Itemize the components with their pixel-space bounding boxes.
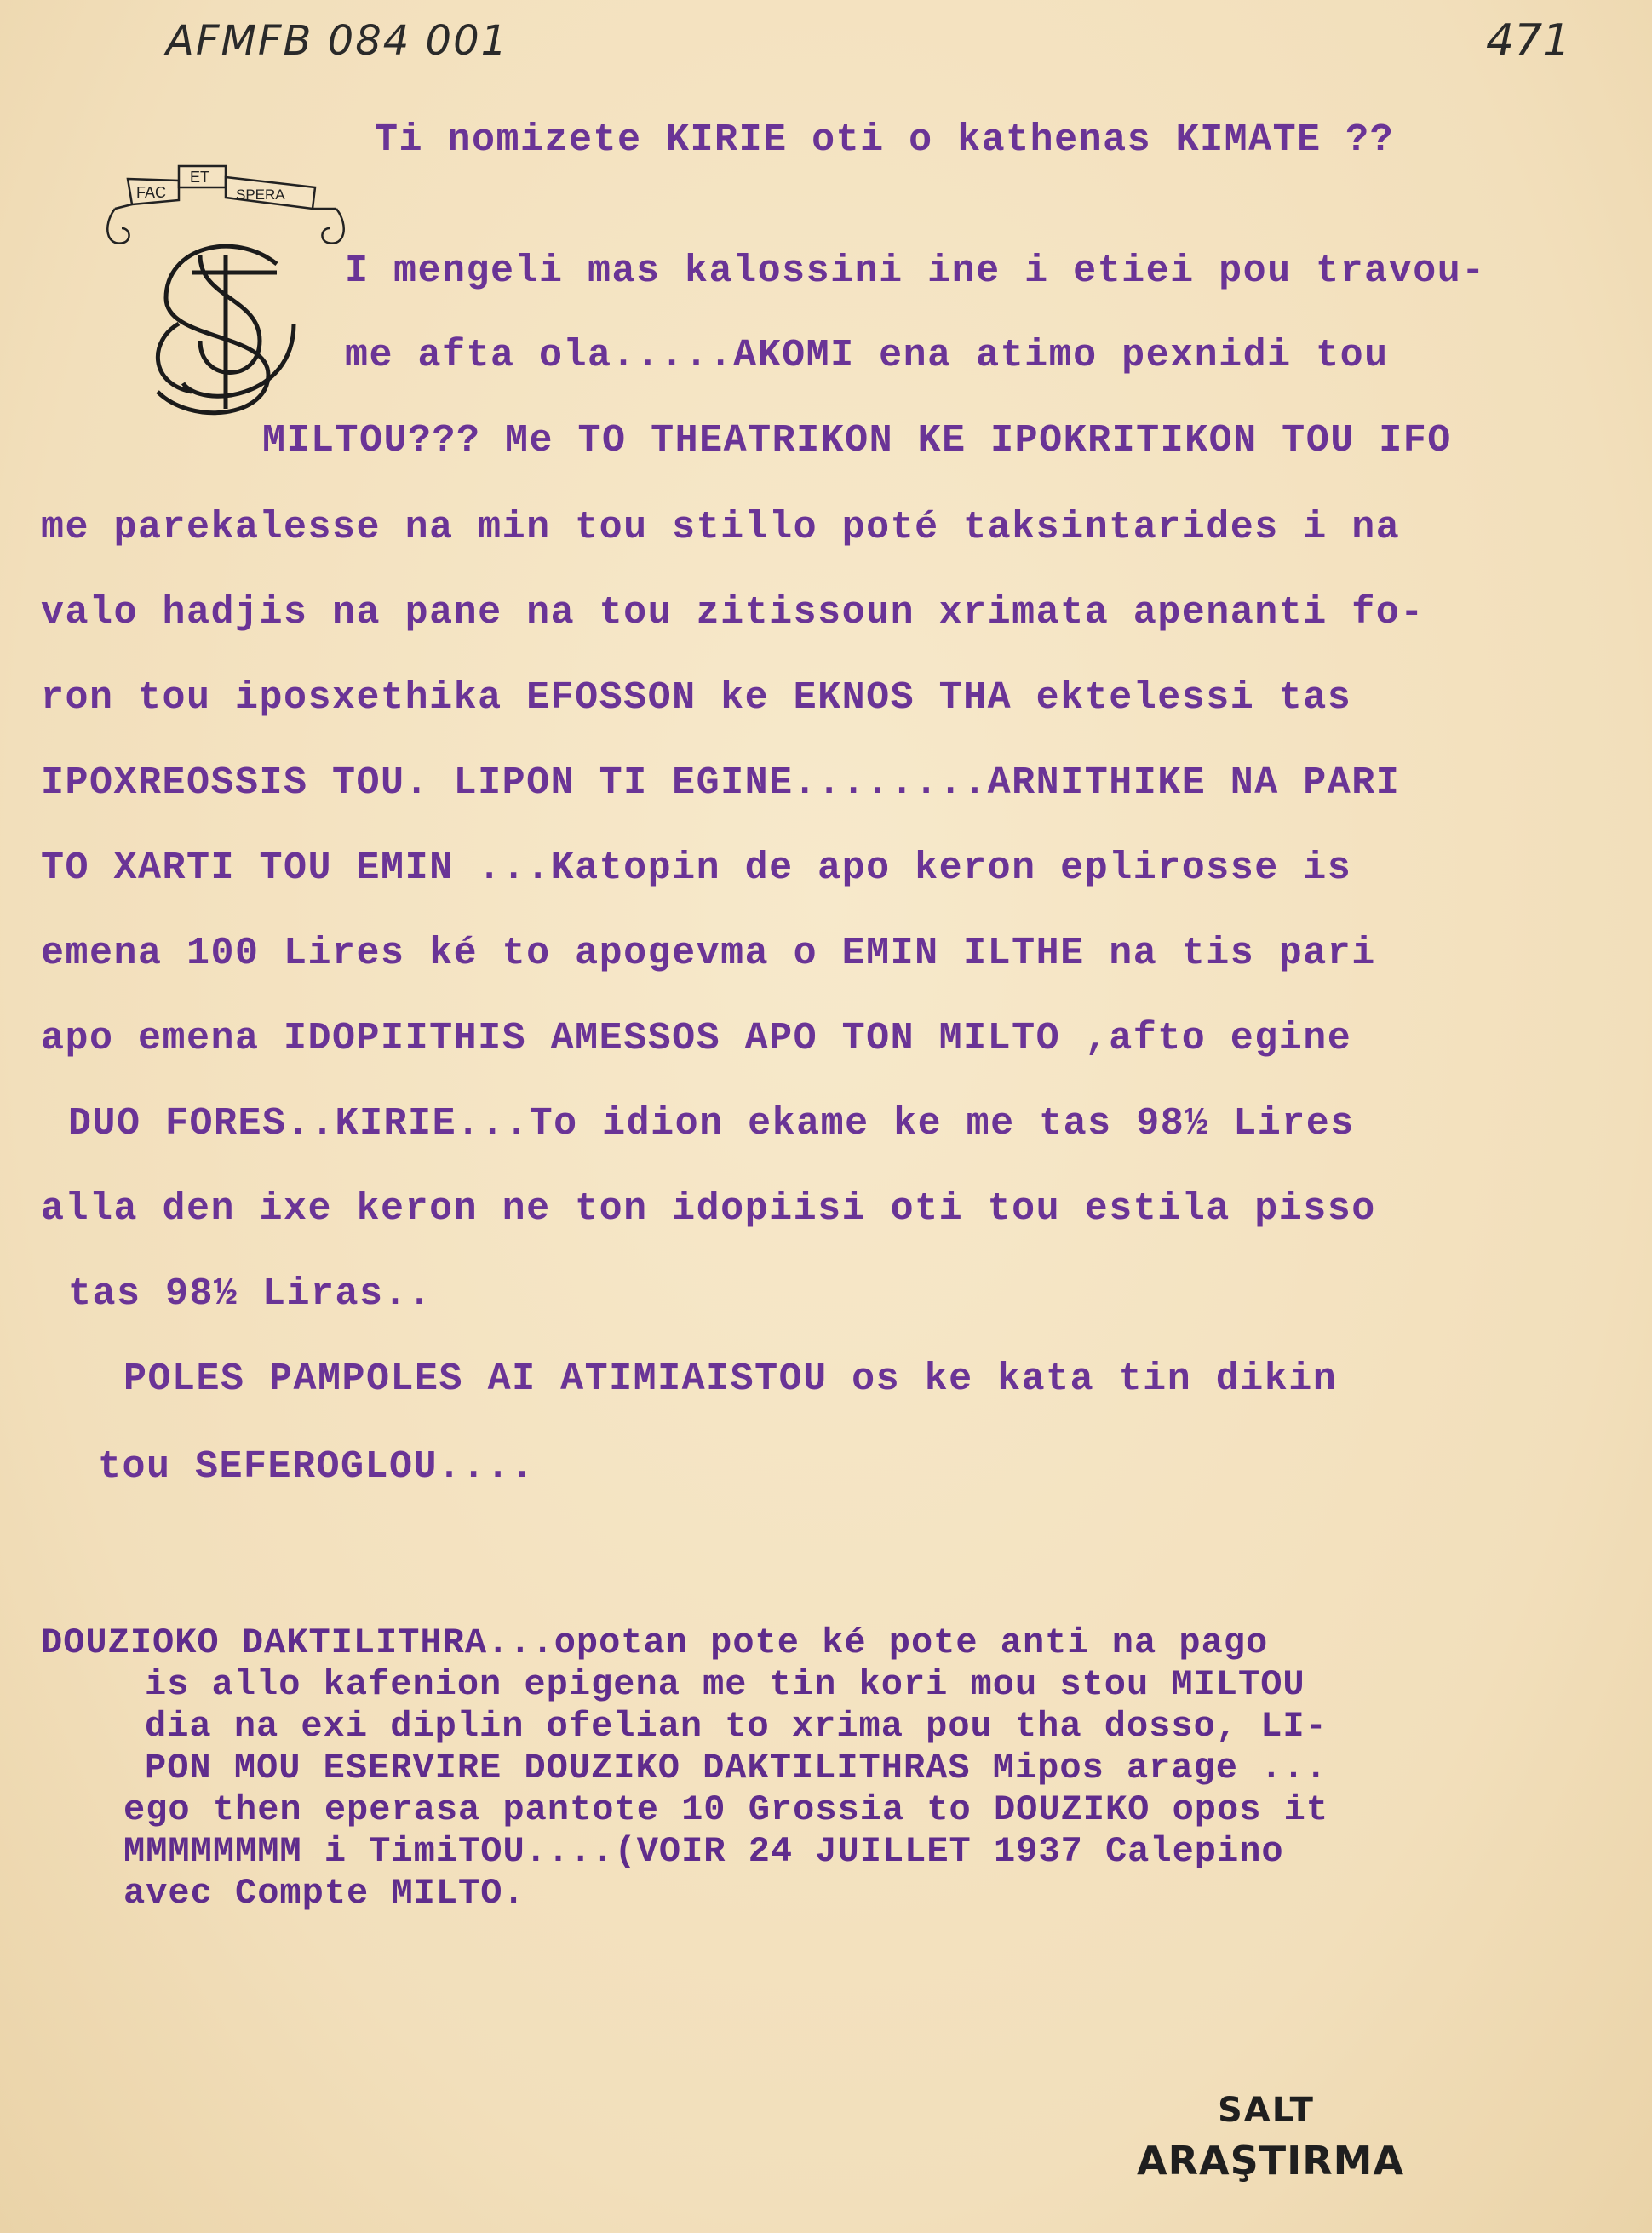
footnote-line: avec Compte MILTO. xyxy=(123,1873,525,1914)
body-line: tou SEFEROGLOU.... xyxy=(98,1445,536,1489)
motto-ribbon xyxy=(107,166,343,244)
body-line: me afta ola.....AKOMI ena atimo pexnidi tou xyxy=(345,334,1389,377)
footnote-line: ego then eperasa pantote 10 Grossia to DOUZIKO opos it xyxy=(123,1789,1329,1830)
body-line: POLES PAMPOLES AI ATIMIAISTOU os ke kata tin dikin xyxy=(123,1358,1338,1401)
body-line: emena 100 Lires ké to apogevma o EMIN ILTHE na tis pari xyxy=(41,932,1376,975)
archive-stamp-arastirma: ARAŞTIRMA xyxy=(1137,2138,1405,2184)
footnote-line: MMMMMMMM i TimiTOU....(VOIR 24 JUILLET 1937 Calepino xyxy=(123,1831,1284,1872)
footnote-line: dia na exi diplin ofelian to xrima pou tha dosso, LI- xyxy=(145,1706,1328,1747)
body-line: ron tou iposxethika EFOSSON ke EKNOS THA ektelessi tas xyxy=(41,676,1352,720)
footnote-line: DOUZIOKO DAKTILITHRA...opotan pote ké pote anti na pago xyxy=(41,1622,1269,1663)
page-number: 471 xyxy=(1486,15,1571,66)
body-line: valo hadjis na pane na tou zitissoun xrimata apenanti fo- xyxy=(41,591,1425,634)
monogram-letters xyxy=(158,246,294,412)
body-line: MILTOU??? Me TO THEATRIKON KE IPOKRITIKON TOU IFO xyxy=(262,419,1452,462)
body-line: alla den ixe keron ne ton idopiisi oti tou estila pisso xyxy=(41,1187,1376,1231)
body-line: IPOXREOSSIS TOU. LIPON TI EGINE........ARNITHIKE NA PARI xyxy=(41,761,1401,805)
motto-right: SPERA xyxy=(236,187,285,203)
body-line: Ti nomizete KIRIE oti o kathenas KIMATE ?? xyxy=(375,118,1395,162)
body-line: TO XARTI TOU EMIN ...Katopin de apo keron eplirosse is xyxy=(41,847,1352,890)
motto-center: ET xyxy=(190,169,210,186)
body-line: me parekalesse na min tou stillo poté taksintarides i na xyxy=(41,506,1401,549)
archive-code: AFMFB 084 001 xyxy=(166,17,509,65)
body-line: apo emena IDOPIITHIS AMESSOS APO TON MILTO ,afto egine xyxy=(41,1017,1352,1060)
monogram-logo xyxy=(98,128,353,434)
body-line: DUO FORES..KIRIE...To idion ekame ke me tas 98½ Lires xyxy=(68,1102,1355,1145)
body-line: I mengeli mas kalossini ine i etiei pou travou- xyxy=(345,250,1486,293)
footnote-line: is allo kafenion epigena me tin kori mou stou MILTOU xyxy=(145,1664,1305,1705)
body-line: tas 98½ Liras.. xyxy=(68,1272,433,1316)
motto-left: FAC xyxy=(136,184,167,201)
archive-stamp-salt: SALT xyxy=(1218,2091,1315,2130)
footnote-line: PON MOU ESERVIRE DOUZIKO DAKTILITHRAS Mipos arage ... xyxy=(145,1748,1328,1788)
